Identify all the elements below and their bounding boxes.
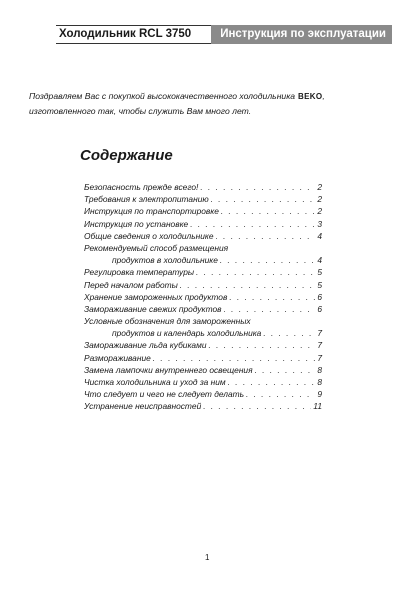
toc-leader-dots [196, 266, 315, 278]
table-of-contents [84, 181, 322, 413]
toc-leader-dots [216, 230, 316, 242]
toc-entry[interactable] [84, 254, 322, 266]
toc-entry-page: 6 [317, 303, 322, 314]
toc-entry-page: 4 [317, 255, 322, 266]
toc-entry-page: 9 [317, 389, 322, 400]
toc-leader-dots [221, 205, 315, 217]
toc-leader-dots [246, 388, 315, 400]
toc-leader-dots [211, 193, 316, 205]
toc-entry-label: Требования к электропитанию [84, 194, 209, 205]
toc-entry-label: Безопасность прежде всего! [84, 182, 199, 192]
toc-entry[interactable] [84, 376, 322, 388]
toc-leader-dots [203, 400, 311, 412]
toc-leader-dots [224, 303, 316, 315]
toc-entry-label: продуктов в холодильнике [112, 255, 218, 266]
toc-entry[interactable] [84, 266, 322, 278]
toc-entry[interactable] [84, 218, 322, 230]
toc-entry-page: 2 [317, 194, 322, 205]
toc-entry[interactable] [84, 230, 322, 242]
toc-entry[interactable] [84, 352, 322, 364]
toc-leader-dots [255, 364, 316, 376]
toc-entry-label: Замораживание льда кубиками [84, 340, 207, 351]
toc-entry[interactable] [84, 327, 322, 339]
toc-entry[interactable] [84, 303, 322, 315]
toc-entry-page: 2 [317, 206, 322, 217]
toc-leader-dots [180, 279, 316, 291]
toc-leader-dots [200, 181, 315, 193]
intro-text-1: Поздравляем Вас с покупкой высококачественного холодильника [29, 91, 296, 101]
toc-entry-label: Замораживание свежих продуктов [84, 303, 222, 314]
toc-entry-label: Инструкция по транспортировке [84, 206, 219, 217]
toc-entry-label: Перед началом работы [84, 279, 178, 290]
page-header [56, 25, 392, 44]
toc-entry-label: Устранение неисправностей [84, 401, 202, 412]
toc-entry-page: 8 [317, 364, 322, 375]
toc-entry-page: 5 [317, 267, 322, 278]
page-number: 1 [205, 553, 210, 562]
toc-entry[interactable] [84, 279, 322, 291]
toc-entry-page: 8 [317, 377, 322, 387]
toc-entry[interactable] [84, 205, 322, 217]
toc-entry-heading[interactable] [84, 242, 322, 254]
toc-entry[interactable] [84, 339, 322, 351]
toc-entry[interactable] [84, 181, 322, 193]
toc-entry[interactable] [84, 388, 322, 400]
toc-entry-label: Регулировка температуры [84, 267, 195, 278]
toc-leader-dots [228, 376, 316, 388]
toc-entry-heading[interactable] [84, 315, 322, 327]
toc-leader-dots [220, 254, 315, 266]
toc-entry[interactable] [84, 364, 322, 376]
toc-entry-label: Инструкция по установке [84, 218, 189, 229]
document-title: Инструкция по эксплуатации [211, 25, 392, 44]
toc-entry-label: Замена лампочки внутреннего освещения [84, 364, 253, 375]
toc-entry-page: 7 [317, 328, 322, 339]
toc-entry-label: Общие сведения о холодильнике [84, 230, 214, 241]
toc-entry-label: Условные обозначения для замороженных [84, 316, 251, 327]
toc-entry[interactable] [84, 400, 322, 412]
toc-leader-dots [208, 339, 315, 351]
intro-line-1: Поздравляем Вас с покупкой высококачественного холодильника BEKO, [29, 89, 369, 104]
toc-entry[interactable] [84, 291, 322, 303]
toc-leader-dots [153, 352, 316, 364]
toc-entry-page: 3 [317, 218, 322, 229]
intro-line-2: изготовленного так, чтобы служить Вам много лет. [29, 106, 252, 116]
toc-entry-label: продуктов и календарь холодильника [112, 328, 262, 339]
toc-entry-page: 2 [317, 182, 322, 192]
intro-paragraph [29, 89, 369, 118]
brand-logo: BEKO [298, 92, 323, 101]
toc-entry-label: Чистка холодильника и уход за ним [84, 377, 226, 387]
toc-leader-dots [190, 218, 315, 230]
product-title: Холодильник RCL 3750 [56, 25, 211, 44]
toc-title: Содержание [80, 147, 173, 164]
toc-leader-dots [263, 327, 315, 339]
toc-entry-label: Хранение замороженных продуктов [84, 291, 228, 302]
toc-entry-label: Размораживание [84, 352, 151, 363]
toc-entry-page: 7 [317, 352, 322, 363]
toc-entry-page: 4 [317, 230, 322, 241]
toc-entry[interactable] [84, 193, 322, 205]
toc-entry-label: Рекомендуемый способ размещения [84, 242, 229, 253]
toc-entry-label: Что следует и чего не следует делать [84, 389, 244, 400]
toc-entry-page: 5 [317, 279, 322, 290]
toc-leader-dots [229, 291, 315, 303]
toc-entry-page: 11 [313, 401, 322, 412]
toc-entry-page: 7 [317, 340, 322, 351]
toc-entry-page: 6 [317, 291, 322, 302]
